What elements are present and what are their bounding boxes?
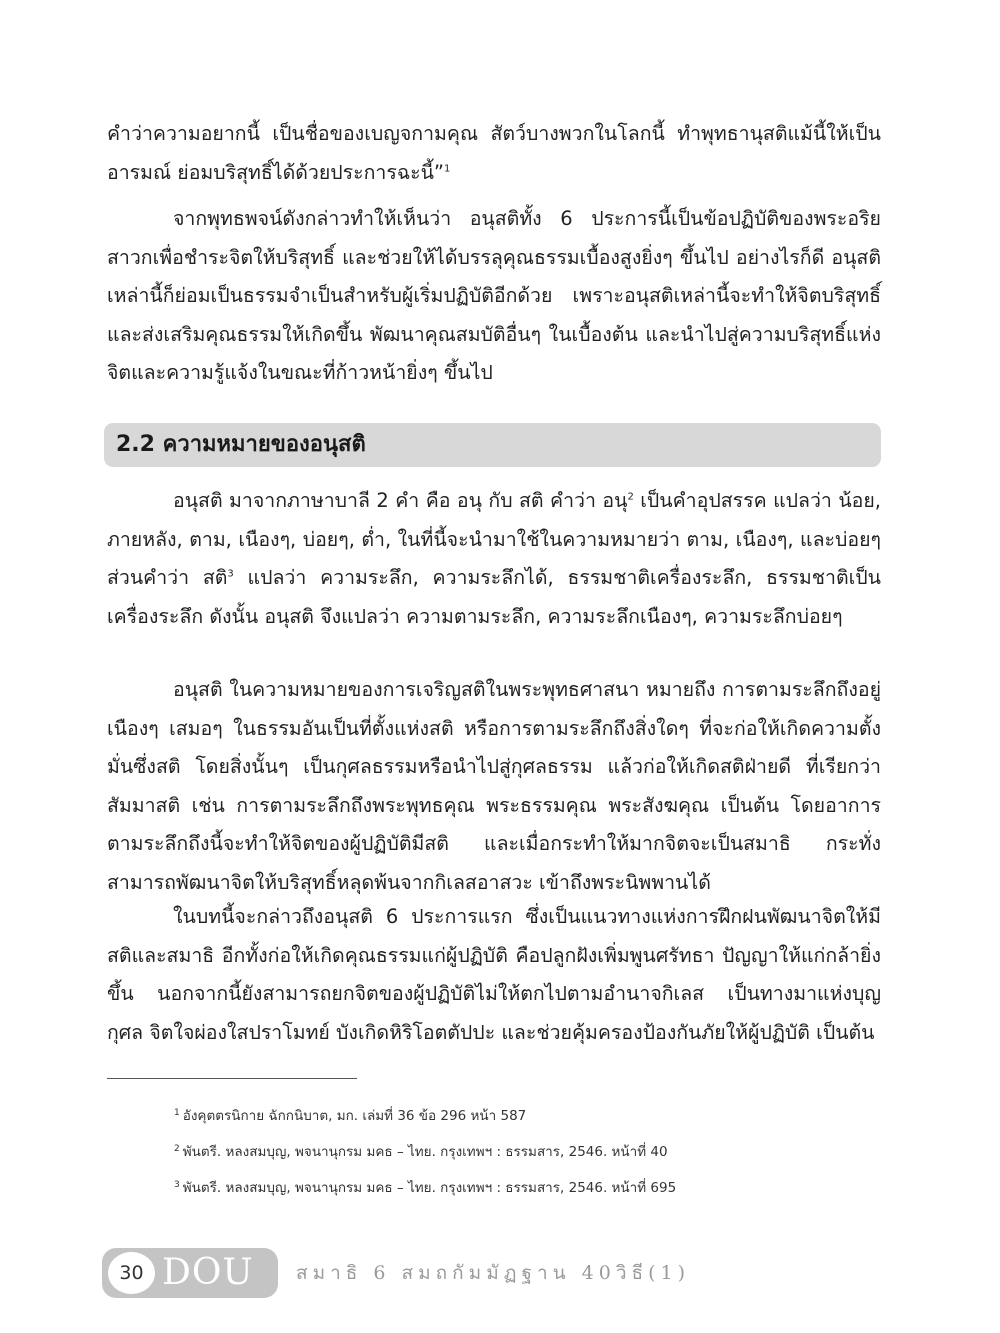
footnote-number: 3	[174, 1179, 180, 1190]
footnote-number: 1	[174, 1107, 180, 1118]
footnote-number: 2	[174, 1143, 180, 1154]
paragraph-definition	[107, 482, 881, 636]
footnote-ref-2[interactable]: 2	[627, 491, 634, 503]
paragraph-text: คำว่าความอยากนี้ เป็นชื่อของเบญจกามคุณ สัตว์บางพวกในโลกนี้ ทำพุทธานุสติแม้นี้ให้เป็นอารมณ์ ย่อมบริสุทธิ์ได้ด้วยประการฉะนี้”	[107, 122, 881, 184]
section-heading: 2.2 ความหมายของอนุสติ	[116, 432, 366, 457]
footnote-ref-1[interactable]: 1	[444, 163, 451, 174]
paragraph-text: เป็นคำอุปสรรค แปลว่า น้อย, ภายหลัง, ตาม, เนืองๆ, บ่อยๆ, ต่ำ, ในที่นี้จะนำมาใช้ในความหมายว่า ตาม, เนืองๆ, และบ่อยๆ ส่วนคำว่า สติ	[107, 489, 881, 589]
section-heading-bar	[104, 423, 881, 467]
footnote-ref-3[interactable]: 3	[227, 568, 234, 580]
dou-logo: DOU	[162, 1252, 254, 1293]
footnote-1	[174, 1104, 526, 1126]
footnote-text: พันตรี. หลงสมบุญ, พจนานุกรม มคธ – ไทย. กรุงเทพฯ : ธรรมสาร, 2546. หน้าที่ 695	[182, 1180, 677, 1196]
paragraph-text: ในบทนี้จะกล่าวถึงอนุสติ 6 ประการแรก ซึ่งเป็นแนวทางแห่งการฝึกฝนพัฒนาจิตให้มีสติและสมาธิ อีกทั้งก่อให้เกิดคุณธรรมแก่ผู้ปฏิบัติ คือปลูกฝังเพิ่มพูนศรัทธา ปัญญาให้แก่กล้ายิ่งขึ้น นอกจากนี้ยังสามารถยกจิตของผู้ปฏิบัติไม่ให้ตกไปตามอำนาจกิเลส เป็นทางมาแห่งบุญกุศล จิตใจผ่องใสปราโมทย์ บังเกิดหิริโอตตัปปะ และช่วยคุ้มครองป้องกันภัยให้ผู้ปฏิบัติ เป็นต้น	[107, 905, 881, 1044]
footer-badge	[102, 1248, 278, 1298]
paragraph-text: แปลว่า ความระลึก, ความระลึกได้, ธรรมชาติเครื่องระลึก, ธรรมชาติเป็นเครื่องระลึก ดังนั้น อนุสติ จึงแปลว่า ความตามระลึก, ความระลึกเนืองๆ, ความระลึกบ่อยๆ	[107, 566, 882, 628]
footnote-divider	[107, 1078, 357, 1079]
footnote-2	[174, 1140, 668, 1162]
paragraph-chapter-overview	[107, 898, 881, 1052]
paragraph-text: อนุสติ ในความหมายของการเจริญสติในพระพุทธศาสนา หมายถึง การตามระลึกถึงอยู่เนืองๆ เสมอๆ ในธรรมอันเป็นที่ตั้งแห่งสติ หรือการตามระลึกถึงสิ่งใดๆ ที่จะก่อให้เกิดความตั้งมั่นซึ่งสติ โดยสิ่งนั้นๆ เป็นกุศลธรรมหรือนำไปสู่กุศลธรรม แล้วก่อให้เกิดสติฝ่ายดี ที่เรียกว่า สัมมาสติ เช่น การตามระลึกถึงพระพุทธคุณ พระธรรมคุณ พระสังฆคุณ เป็นต้น โดยอาการตามระลึกถึงนี้จะทำให้จิตของผู้ปฏิบัติมีสติ และเมื่อกระทำให้มากจิตจะเป็นสมาธิ กระทั่งสามารถพัฒนาจิตให้บริสุทธิ์หลุดพ้นจากกิเลสอาสวะ เข้าถึงพระนิพพานได้	[107, 678, 881, 894]
paragraph-interpretation	[107, 200, 881, 393]
paragraph-text: จากพุทธพจน์ดังกล่าวทำให้เห็นว่า อนุสติทั้ง 6 ประการนี้เป็นข้อปฏิบัติของพระอริยสาวกเพื่อชำระจิตให้บริสุทธิ์ และช่วยให้ได้บรรลุคุณธรรมเบื้องสูงยิ่งๆ ขึ้นไป อย่างไรก็ดี อนุสติเหล่านี้ก็ย่อมเป็นธรรมจำเป็นสำหรับผู้เริ่มปฏิบัติอีกด้วย เพราะอนุสติเหล่านี้จะทำให้จิตบริสุทธิ์และส่งเสริมคุณธรรมให้เกิดขึ้น พัฒนาคุณสมบัติอื่นๆ ในเบื้องต้น และนำไปสู่ความบริสุทธิ์แห่งจิตและความรู้แจ้งในขณะที่ก้าวหน้ายิ่งๆ ขึ้นไป	[107, 207, 881, 384]
footnote-text: พันตรี. หลงสมบุญ, พจนานุกรม มคธ – ไทย. กรุงเทพฯ : ธรรมสาร, 2546. หน้าที่ 40	[182, 1144, 668, 1160]
book-title: สมาธิ 6 สมถกัมมัฏฐาน 40วิธี(1)	[296, 1262, 691, 1284]
page-number: 30	[108, 1252, 155, 1294]
paragraph-quote-end	[107, 115, 881, 192]
footnote-3	[174, 1176, 676, 1198]
paragraph-text: อนุสติ มาจากภาษาบาลี 2 คำ คือ อนุ กับ สติ คำว่า อนุ	[173, 489, 628, 512]
footnote-text: อังคุตตรนิกาย ฉักกนิบาต, มก. เล่มที่ 36 ข้อ 296 หน้า 587	[182, 1108, 527, 1124]
paragraph-meaning	[107, 671, 881, 902]
